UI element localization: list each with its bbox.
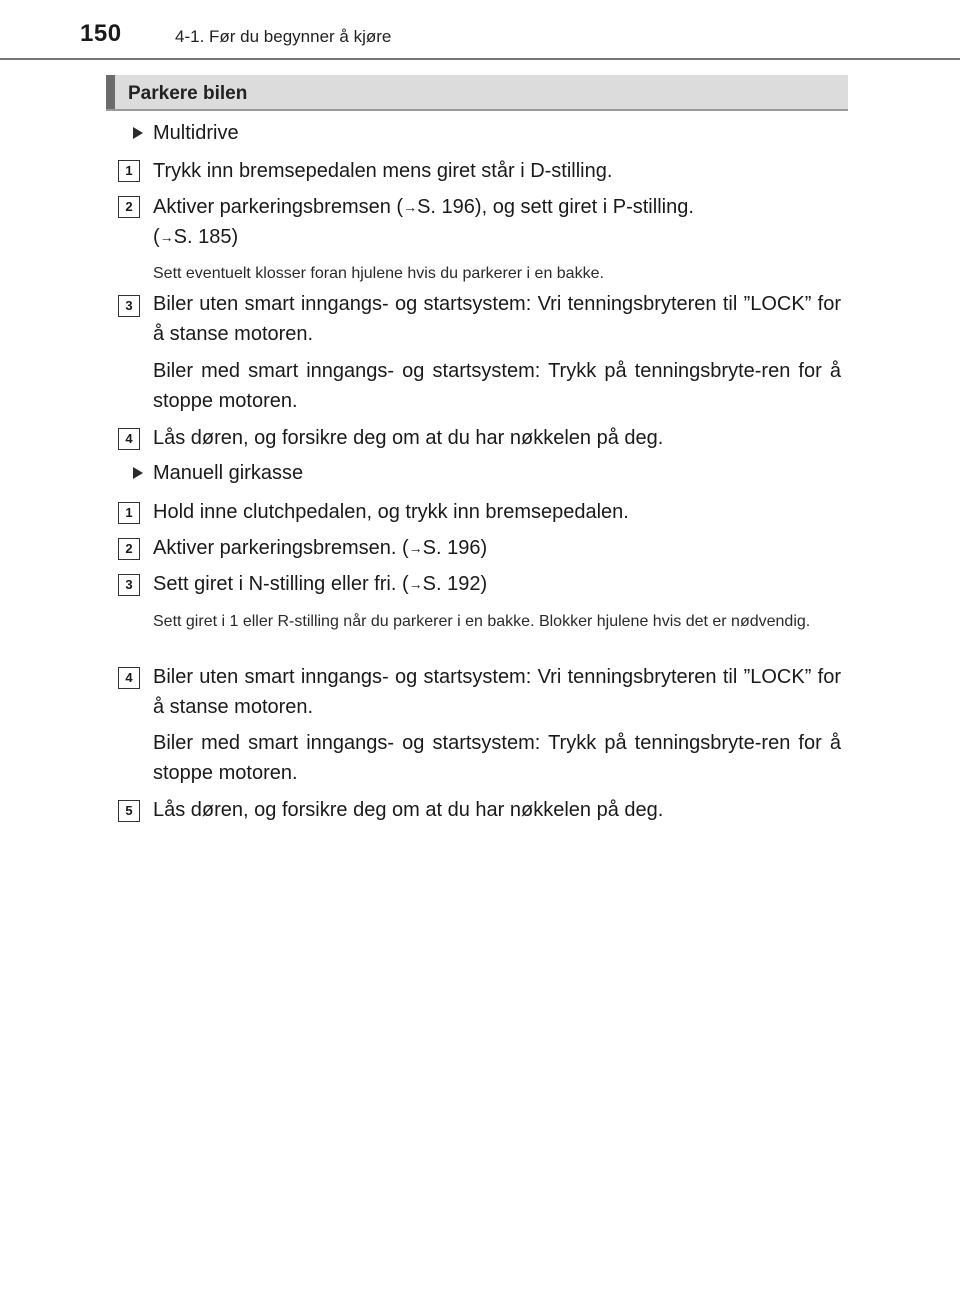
step-text: Lås døren, og forsikre deg om at du har nøkkelen på deg. — [153, 799, 664, 821]
step-text: Aktiver parkeringsbremsen (→S. 196), og sett giret i P-stilling. (→S. 185) — [153, 196, 694, 248]
step-badge: 3 — [118, 295, 140, 317]
bullet-triangle-icon — [133, 467, 143, 479]
section-accent — [106, 75, 115, 109]
step-badge: 2 — [118, 538, 140, 560]
multidrive-heading: Multidrive — [153, 122, 239, 144]
step-badge: 4 — [118, 428, 140, 450]
header-divider — [0, 58, 960, 60]
step-text: Trykk inn bremsepedalen mens giret står i D-stilling. — [153, 160, 613, 182]
page-header — [0, 0, 960, 62]
page-number: 150 — [80, 20, 122, 47]
step-text: Sett giret i N-stilling eller fri. (→S. 192) — [153, 573, 488, 595]
step-badge: 1 — [118, 160, 140, 182]
step-badge: 4 — [118, 667, 140, 689]
section-heading-bar — [106, 75, 848, 111]
arrow-right-icon: → — [159, 229, 174, 245]
manual-heading: Manuell girkasse — [153, 462, 304, 484]
bullet-triangle-icon — [133, 127, 143, 139]
step-note: Sett eventuelt klosser foran hjulene hvis du parkerer i en bakke. — [153, 265, 604, 282]
arrow-right-icon: → — [408, 540, 423, 556]
chapter-title: 4-1. Før du begynner å kjøre — [175, 27, 392, 46]
section-title: Parkere bilen — [128, 83, 248, 104]
step-badge: 2 — [118, 196, 140, 218]
arrow-right-icon: → — [403, 199, 418, 215]
step-text: Biler uten smart inngangs- og startsystem: Vri tenningsbryteren til ”LOCK” for å stanse motoren. — [153, 666, 841, 718]
step-badge: 5 — [118, 800, 140, 822]
step-note: Sett giret i 1 eller R-stilling når du parkerer i en bakke. Blokker hjulene hvis det er nødvendig. — [153, 613, 811, 630]
step-badge: 1 — [118, 502, 140, 524]
step-text: Biler med smart inngangs- og startsystem: Trykk på tenningsbryte-ren for å stoppe motoren. — [153, 360, 841, 412]
step-text: Aktiver parkeringsbremsen. (→S. 196) — [153, 537, 488, 559]
step-text: Hold inne clutchpedalen, og trykk inn bremsepedalen. — [153, 501, 629, 523]
step-badge: 3 — [118, 574, 140, 596]
step-text: Biler uten smart inngangs- og startsystem: Vri tenningsbryteren til ”LOCK” for å stanse motoren. — [153, 293, 841, 345]
arrow-right-icon: → — [408, 576, 423, 592]
step-text: Biler med smart inngangs- og startsystem: Trykk på tenningsbryte-ren for å stoppe motoren. — [153, 732, 841, 784]
step-text: Lås døren, og forsikre deg om at du har nøkkelen på deg. — [153, 427, 664, 449]
